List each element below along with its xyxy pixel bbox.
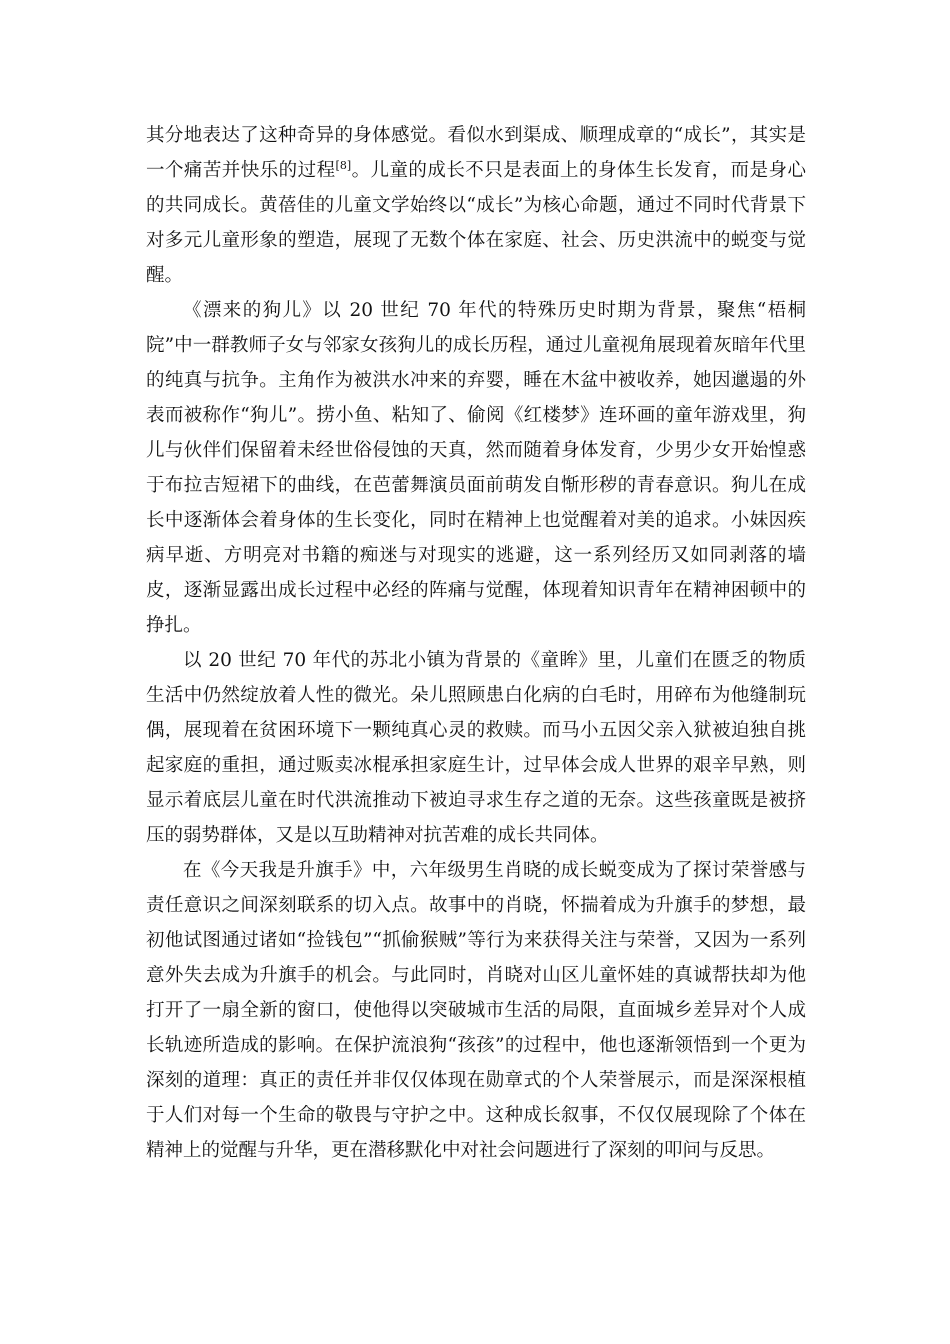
paragraph-4-text: 在《今天我是升旗手》中，六年级男生肖晓的成长蜕变成为了探讨荣誉感与责任意识之间深刻联系的切入点。故事中的肖晓，怀揣着成为升旗手的梦想，最初他试图通过诸如“捡钱包”“抓偷猴贼”等行为来获得关注与荣誉，又因为一系列意外失去成为升旗手的机会。与此同时，肖晓对山区儿童怀娃的真诚帮扶却为他打开了一扇全新的窗口，使他得以突破城市生活的局限，直面城乡差异对个人成长轨迹所造成的影响。在保护流浪狗“孩孩”的过程中，他也逐渐领悟到一个更为深刻的道理：真正的责任并非仅仅体现在勋章式的个人荣誉展示，而是深深根植于人们对每一个生命的敬畏与守护之中。这种成长叙事，不仅仅展现除了个体在精神上的觉醒与升华，更在潜移默化中对社会问题进行了深刻的叩问与反思。 <box>146 860 806 1161</box>
paragraph-2-text: 《漂来的狗儿》以 20 世纪 70 年代的特殊历史时期为背景，聚焦“梧桐院”中一群教师子女与邻家女孩狗儿的成长历程，通过儿童视角展现着灰暗年代里的纯真与抗争。主角作为被洪水冲来的弃婴，睡在木盆中被收养，她因邋遢的外表而被称作“狗儿”。捞小鱼、粘知了、偷阅《红楼梦》连环画的童年游戏里，狗儿与伙伴们保留着未经世俗侵蚀的天真，然而随着身体发育，少男少女开始惶惑于布拉吉短裙下的曲线，在芭蕾舞演员面前萌发自惭形秽的青春意识。狗儿在成长中逐渐体会着身体的生长变化，同时在精神上也觉醒着对美的追求。小妹因疾病早逝、方明亮对书籍的痴迷与对现实的逃避，这一系列经历又如同剥落的墙皮，逐渐显露出成长过程中必经的阵痛与觉醒，体现着知识青年在精神困顿中的挣扎。 <box>146 300 806 636</box>
citation-8: [8] <box>335 158 352 172</box>
paragraph-4 <box>146 853 806 1168</box>
paragraph-3 <box>146 643 806 853</box>
paragraph-2 <box>146 293 806 643</box>
paragraph-1-text-a: 其分地表达了这种奇异的身体感觉。看似水到渠成、顺理成章的“成长”，其实是一个痛苦并快乐的过程 <box>146 125 806 181</box>
paragraph-1-text-b: 。儿童的成长不只是表面上的身体生长发育，而是身心的共同成长。黄蓓佳的儿童文学始终以“成长”为核心命题，通过不同时代背景下对多元儿童形象的塑造，展现了无数个体在家庭、社会、历史洪流中的蜕变与觉醒。 <box>146 160 806 286</box>
body-text <box>146 118 806 1168</box>
paragraph-3-text: 以 20 世纪 70 年代的苏北小镇为背景的《童眸》里，儿童们在匮乏的物质生活中仍然绽放着人性的微光。朵儿照顾患白化病的白毛时，用碎布为他缝制玩偶，展现着在贫困环境下一颗纯真心灵的救赎。而马小五因父亲入狱被迫独自挑起家庭的重担，通过贩卖冰棍承担家庭生计，过早体会成人世界的艰辛早熟，则显示着底层儿童在时代洪流推动下被迫寻求生存之道的无奈。这些孩童既是被挤压的弱势群体，又是以互助精神对抗苦难的成长共同体。 <box>146 650 806 846</box>
paragraph-1 <box>146 118 806 293</box>
